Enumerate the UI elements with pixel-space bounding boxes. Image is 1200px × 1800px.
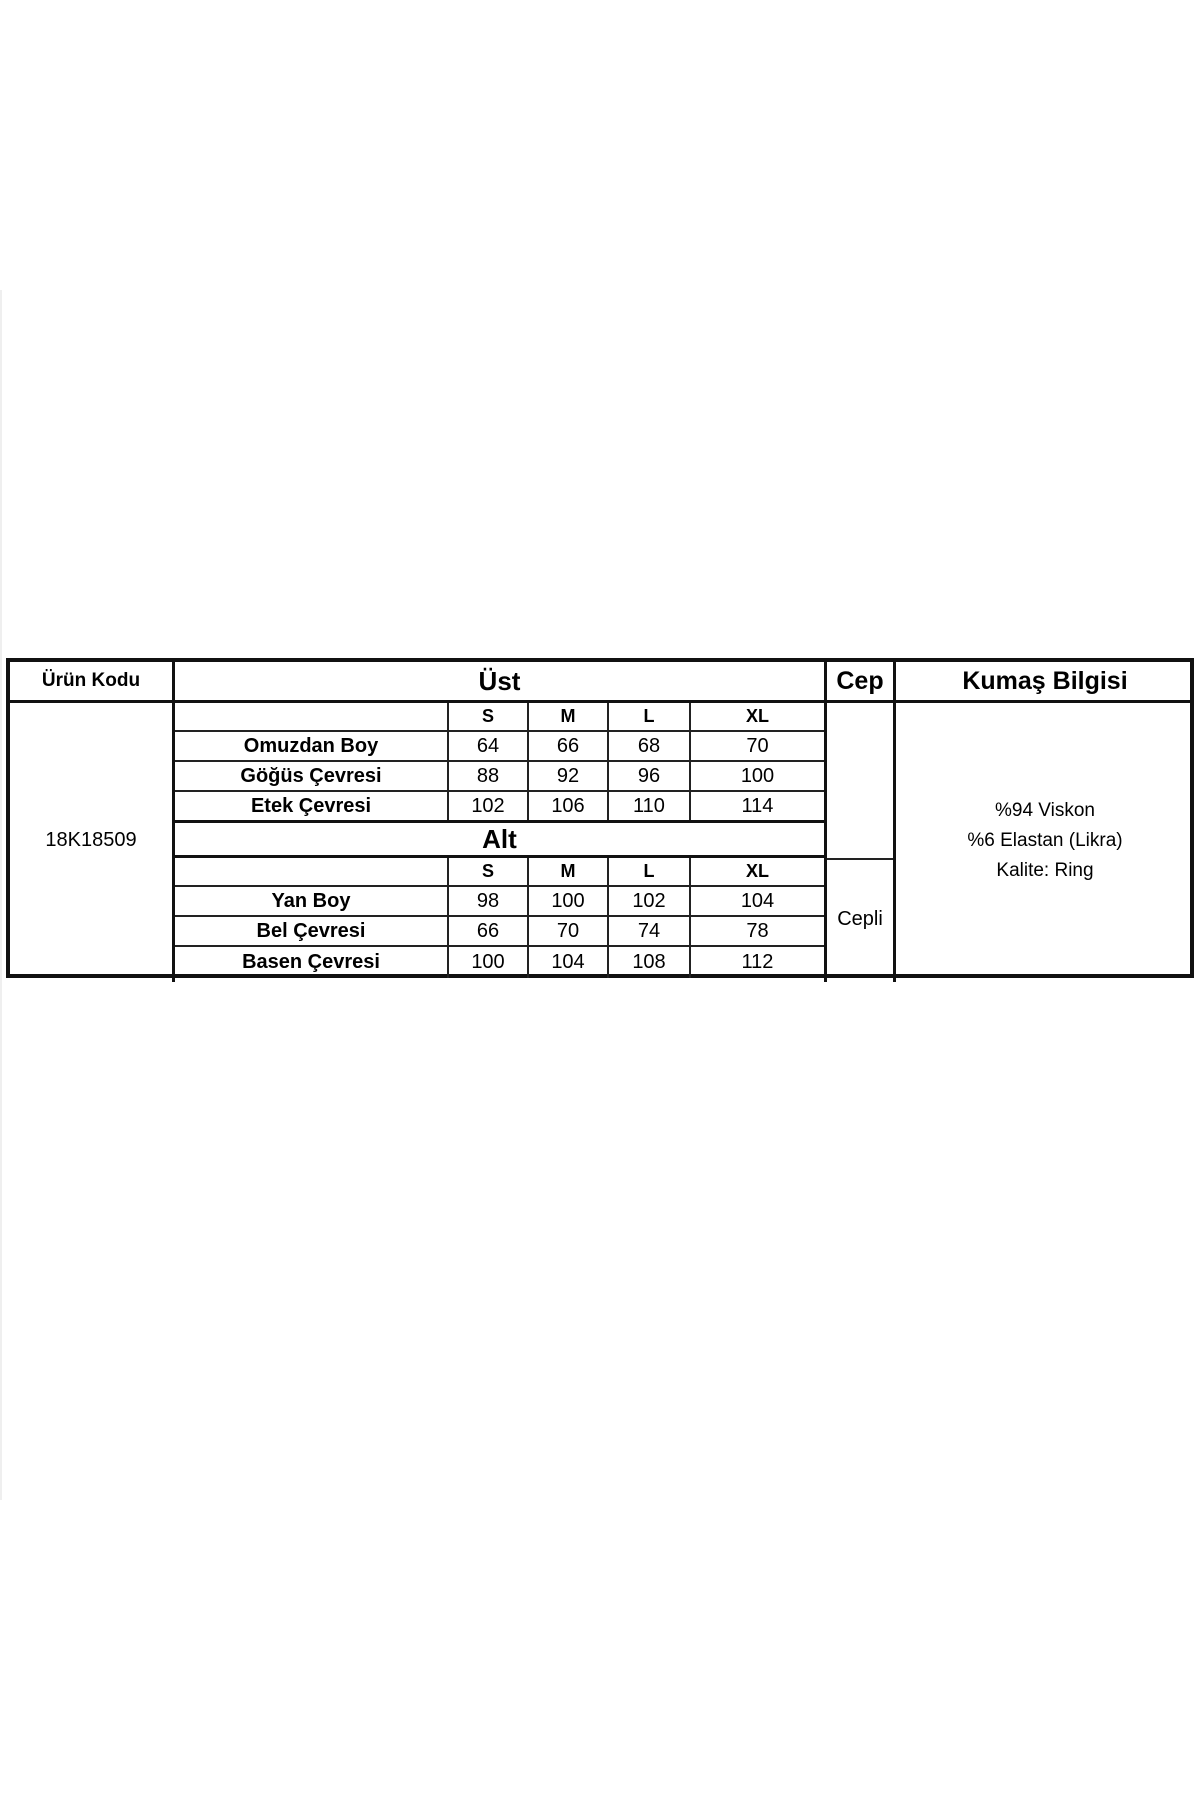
ust-size-m: M xyxy=(560,706,576,726)
alt-subtable xyxy=(175,858,824,978)
alt-row-value: 100 xyxy=(551,889,585,912)
cep-value: Cepli xyxy=(837,907,883,930)
kumas-bilgisi-cell xyxy=(896,703,1194,978)
header-urun-kodu: Ürün Kodu xyxy=(41,670,141,691)
header-ust: Üst xyxy=(478,665,521,696)
ust-row-label: Etek Çevresi xyxy=(250,794,372,817)
alt-size-s: S xyxy=(481,861,494,881)
ust-row-value: 88 xyxy=(476,764,500,787)
alt-size-xl: XL xyxy=(745,861,769,881)
kumas-line-kalite: Kalite: Ring xyxy=(996,859,1094,881)
ust-row-value: 106 xyxy=(551,794,585,817)
ust-row-value: 96 xyxy=(637,764,661,787)
ust-row-value: 114 xyxy=(741,794,774,817)
header-alt: Alt xyxy=(482,823,517,854)
alt-row-value: 104 xyxy=(740,889,775,912)
alt-size-m: M xyxy=(560,861,576,881)
kumas-line-viskon: %94 Viskon xyxy=(995,799,1095,821)
alt-row-value: 102 xyxy=(632,889,666,912)
size-chart-table xyxy=(6,658,1194,978)
alt-row-value: 100 xyxy=(471,951,505,973)
page-edge xyxy=(0,290,2,1500)
ust-size-l: L xyxy=(643,706,655,726)
ust-size-s: S xyxy=(481,706,494,726)
ust-row-value: 64 xyxy=(476,734,500,757)
alt-row-value: 108 xyxy=(632,951,666,973)
alt-row-label: Yan Boy xyxy=(271,889,351,912)
alt-row-value: 66 xyxy=(476,919,500,942)
ust-row-value: 70 xyxy=(746,734,769,757)
ust-row-value: 68 xyxy=(637,734,661,757)
alt-row-value: 104 xyxy=(551,951,585,973)
alt-row-value: 112 xyxy=(741,951,774,973)
kumas-line-elastan: %6 Elastan (Likra) xyxy=(967,829,1123,851)
ust-row-value: 110 xyxy=(633,794,665,817)
ust-size-xl: XL xyxy=(745,706,769,726)
ust-subtable xyxy=(175,703,824,820)
alt-row-label: Basen Çevresi xyxy=(242,951,380,973)
urun-kodu-value: 18K18509 xyxy=(45,829,137,851)
alt-row-value: 98 xyxy=(476,889,500,912)
ust-row-label: Omuzdan Boy xyxy=(243,734,379,757)
header-kumas-bilgisi: Kumaş Bilgisi xyxy=(962,666,1128,695)
ust-row-value: 102 xyxy=(471,794,505,817)
alt-row-value: 70 xyxy=(556,919,580,942)
ust-row-value: 100 xyxy=(740,764,775,787)
ust-row-label: Göğüs Çevresi xyxy=(240,764,382,787)
header-cep: Cep xyxy=(836,666,884,695)
ust-row-value: 92 xyxy=(556,764,580,787)
alt-size-l: L xyxy=(643,861,655,881)
alt-row-value: 74 xyxy=(637,919,661,942)
alt-row-label: Bel Çevresi xyxy=(256,919,366,942)
ust-row-value: 66 xyxy=(556,734,580,757)
alt-row-value: 78 xyxy=(746,919,769,942)
